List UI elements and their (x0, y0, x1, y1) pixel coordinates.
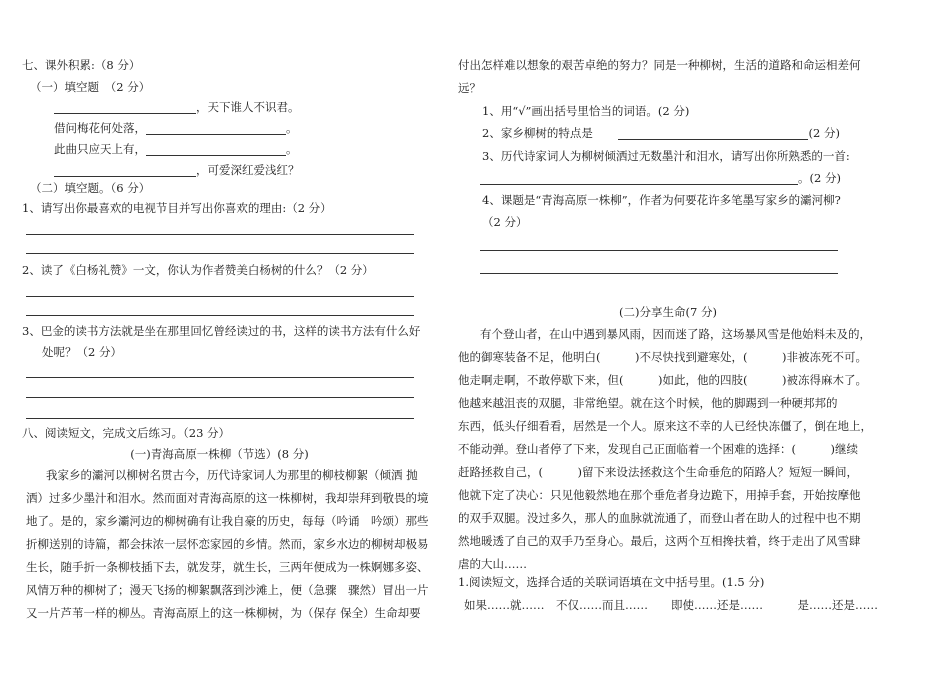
reading-question-5: 1.阅读短文，选择合适的关联词语填在文中括号里。(1.5 分) (458, 575, 765, 589)
answer-blank[interactable] (54, 164, 196, 177)
poem-line-4: ，可爱深红爱浅红？ (54, 163, 300, 177)
section-8-title: 八、阅读短文，完成文后练习。（23 分） (22, 426, 231, 440)
answer-line[interactable] (26, 397, 414, 398)
answer-line[interactable] (26, 418, 414, 419)
question-1: 1、请写出你最喜欢的电视节目并写出你喜欢的理由:（2 分） (22, 201, 332, 215)
passage-line: 的双手双腿。没过多久，那人的血脉就流通了，而登山者在助人的过程中也不期 (458, 511, 861, 525)
passage-line: 洒）过多少墨汁和泪水。然而面对青海高原的这一株柳树，我却崇拜到敬畏的境 (26, 491, 429, 505)
answer-line[interactable] (26, 315, 414, 316)
answer-line[interactable] (480, 273, 838, 274)
passage-1-continuation: 付出怎样难以想象的艰苦卓绝的努力？同是一种柳树，生活的道路和命运相差何 (458, 58, 861, 72)
poem-line-2: 借问梅花何处落， 。 (54, 121, 298, 135)
reading-question-3-answer: 。(2 分) (480, 171, 841, 185)
passage-1-continuation-2: 远？ (458, 81, 481, 95)
passage-line: 不能动弹。登山者停了下来，发现自己正面临着一个困难的选择：( )继续 (458, 442, 858, 456)
fill-in-title-1: （一）填空题 （2 分） (30, 80, 151, 94)
passage-line: 有个登山者，在山中遇到暴风雨，因而迷了路，这场暴风雪是他始料未及的， (480, 327, 871, 341)
answer-blank[interactable] (618, 127, 808, 140)
passage-line: 他越来越沮丧的双腿，非常绝望。就在这个时候，他的脚踢到一种硬邦邦的 (458, 396, 838, 410)
passage-2-title: (二)分享生命(7 分) (619, 305, 717, 319)
passage-line: 生长，随手折一条柳枝插下去，就发芽，就生长，三两年便成为一株婀娜多姿、 (26, 560, 429, 574)
answer-blank[interactable] (146, 143, 286, 156)
fill-in-title-2: （二）填空题。（6 分） (30, 181, 151, 195)
connective-options: 如果……就…… 不仅……而且…… 即使……还是…… 是……还是…… (464, 598, 878, 612)
poem-line-3: 此曲只应天上有， 。 (54, 142, 298, 156)
section-7-title: 七、课外积累:（8 分） (22, 58, 141, 72)
question-2: 2、读了《白杨礼赞》一文，你认为作者赞美白杨树的什么？（2 分） (22, 263, 374, 277)
poem-line-1: ，天下谁人不识君。 (54, 100, 300, 114)
passage-line: 虐的大山…… (458, 557, 527, 571)
reading-question-2: 2、家乡柳树的特点是 (2 分) (482, 126, 840, 140)
passage-line: 东西，低头仔细看看，居然是一个人。原来这不幸的人已经快冻僵了，倒在地上， (458, 419, 872, 433)
answer-line[interactable] (26, 296, 414, 297)
question-3: 3、巴金的读书方法就是坐在那里回忆曾经读过的书，这样的读书方法有什么好 (22, 324, 421, 338)
passage-line: 又一片芦苇一样的柳丛。青海高原上的这一株柳树，为（保存 保全）生命却要 (26, 606, 421, 620)
answer-line[interactable] (26, 377, 414, 378)
passage-line: 他走啊走啊，不敢停歇下来，但( )如此，他的四肢( )被冻得麻木了。 (458, 373, 867, 387)
answer-line[interactable] (26, 253, 414, 254)
passage-line: 他就下定了决心：只见他毅然地在那个垂危者身边跪下，用掉手套，开始按摩他 (458, 488, 861, 502)
passage-line: 赶路拯救自己，( )留下来设法拯救这个生命垂危的陌路人？短短一瞬间， (458, 465, 858, 479)
reading-question-1: 1、用“√”画出括号里恰当的词语。(2 分) (482, 104, 690, 118)
passage-line: 地了。是的，家乡灞河边的柳树确有让我自豪的历史，每每（吟诵 吟颂）那些 (26, 514, 429, 528)
passage-line: 风情万种的柳树了；漫天飞扬的柳絮飘落到沙滩上，便（急骤 骤然）冒出一片 (26, 583, 429, 597)
answer-blank[interactable] (480, 172, 798, 185)
passage-1-title: (一)青海高原一株柳（节选）(8 分) (130, 447, 309, 461)
reading-question-3: 3、历代诗家词人为柳树倾洒过无数墨汁和泪水，请写出你所熟悉的一首: (482, 149, 850, 163)
answer-blank[interactable] (146, 122, 286, 135)
passage-line: 然地暖透了自己的双手乃至身心。最后，这两个互相搀扶着，终于走出了风雪肆 (458, 534, 861, 548)
passage-line: 我家乡的灞河以柳树名贯古今，历代诗家词人为那里的柳枝柳絮（倾洒 抛 (46, 468, 418, 482)
reading-question-4-score: （2 分） (482, 215, 528, 229)
passage-line: 折柳送别的诗篇，都会抹浓一层怀恋家园的乡情。然而，家乡水边的柳树却极易 (26, 537, 429, 551)
answer-line[interactable] (26, 234, 414, 235)
passage-line: 他的御寒装备不足，他明白( )不尽快找到避寒处，( )非被冻死不可。 (458, 350, 867, 364)
answer-blank[interactable] (54, 101, 196, 114)
reading-question-4: 4、课题是“青海高原一株柳”，作者为何要花许多笔墨写家乡的灞河柳? (482, 193, 841, 207)
question-3-cont: 处呢？（2 分） (42, 345, 122, 359)
answer-line[interactable] (480, 250, 838, 251)
